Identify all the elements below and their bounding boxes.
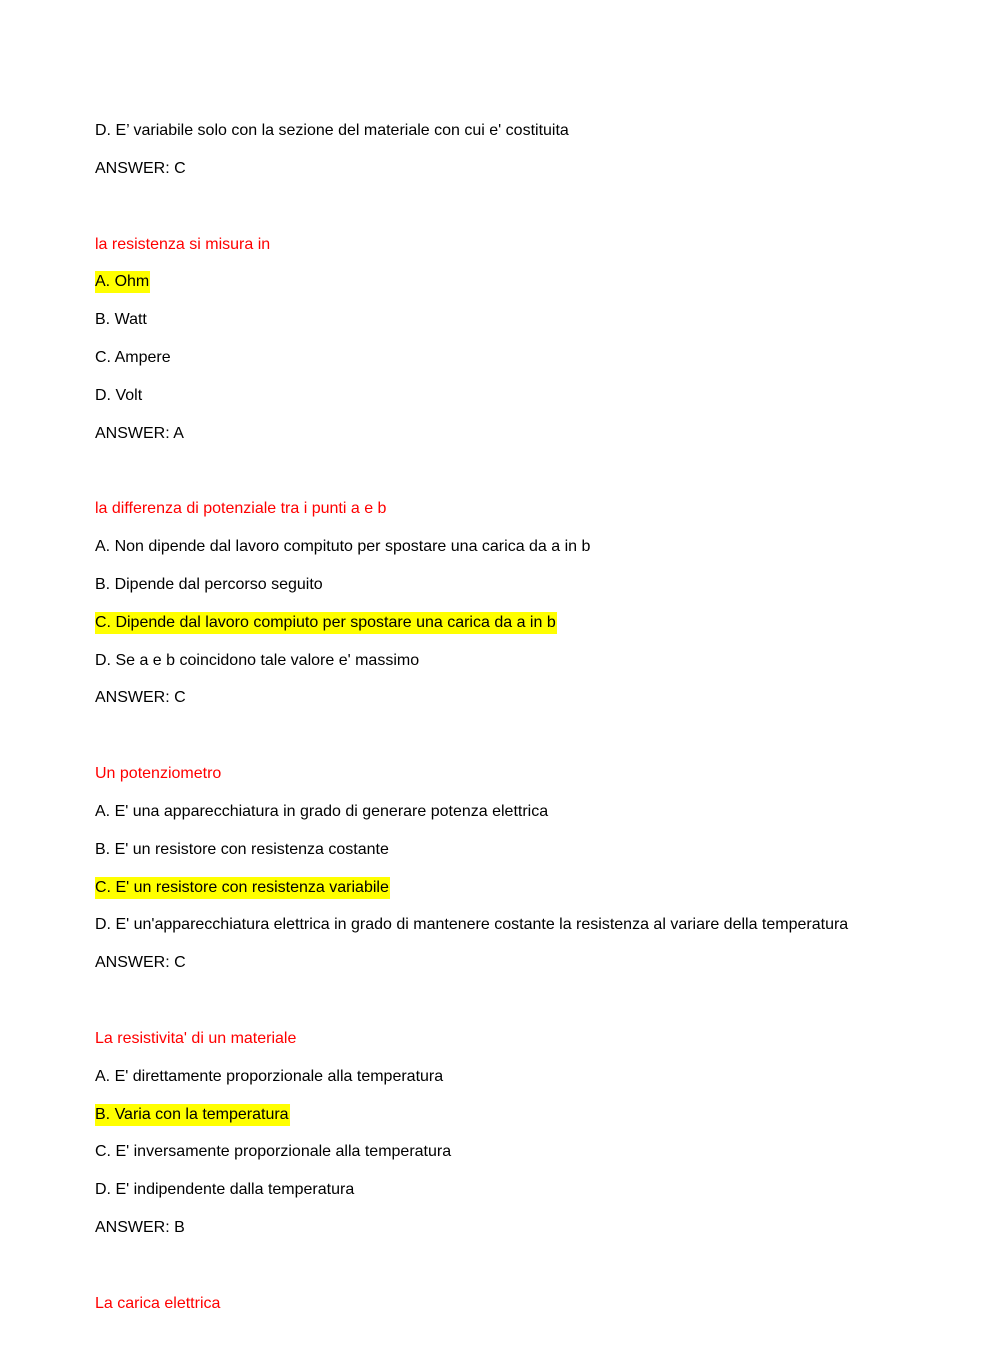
spacer xyxy=(95,989,975,1027)
answer-line xyxy=(95,951,975,975)
question-text: la differenza di potenziale tra i punti a e b xyxy=(95,500,387,518)
question-text: la resistenza si misura in xyxy=(95,235,271,253)
option-text: D. E' indipendente dalla temperatura xyxy=(95,1181,355,1199)
option-text: B. Dipende dal percorso seguito xyxy=(95,575,323,593)
answer-text: ANSWER: C xyxy=(95,689,186,707)
option-a-correct xyxy=(95,270,975,294)
question-title xyxy=(95,1027,975,1051)
answer-line xyxy=(95,422,975,446)
spacer xyxy=(95,1254,975,1292)
option-b xyxy=(95,838,975,862)
question-title xyxy=(95,1292,975,1316)
option-d xyxy=(95,649,975,673)
option-d xyxy=(95,1178,975,1202)
option-d xyxy=(95,384,975,408)
option-d xyxy=(95,913,975,937)
answer-line xyxy=(95,1216,975,1240)
option-text: A. E' una apparecchiatura in grado di generare potenza elettrica xyxy=(95,802,549,820)
question-title xyxy=(95,497,975,521)
option-c-correct xyxy=(95,876,975,900)
answer-line xyxy=(95,157,975,181)
option-text: C. Ampere xyxy=(95,348,171,366)
option-text: A. E' direttamente proporzionale alla temperatura xyxy=(95,1067,444,1085)
spacer xyxy=(95,459,975,497)
option-text: D. Volt xyxy=(95,386,143,404)
option-c xyxy=(95,346,975,370)
option-a xyxy=(95,800,975,824)
option-c-correct xyxy=(95,611,975,635)
option-text: D. Se a e b coincidono tale valore e' massimo xyxy=(95,651,420,669)
option-text: A. Ohm xyxy=(95,271,150,293)
option-text: B. Varia con la temperatura xyxy=(95,1104,290,1126)
answer-text: ANSWER: C xyxy=(95,159,186,177)
option-b xyxy=(95,573,975,597)
option-a xyxy=(95,535,975,559)
option-d xyxy=(95,119,975,143)
question-text: La resistivita' di un materiale xyxy=(95,1029,297,1047)
option-text: A. Non dipende dal lavoro compituto per spostare una carica da a in b xyxy=(95,538,591,556)
option-text: B. Watt xyxy=(95,311,147,329)
option-a xyxy=(95,1065,975,1089)
answer-text: ANSWER: A xyxy=(95,424,184,442)
answer-text: ANSWER: B xyxy=(95,1218,185,1236)
option-c xyxy=(95,1140,975,1164)
answer-text: ANSWER: C xyxy=(95,954,186,972)
spacer xyxy=(95,195,975,233)
option-text: C. Dipende dal lavoro compiuto per spostare una carica da a in b xyxy=(95,612,557,634)
option-text: C. E' un resistore con resistenza variabile xyxy=(95,877,390,899)
answer-line xyxy=(95,686,975,710)
option-text: D. E' un'apparecchiatura elettrica in grado di mantenere costante la resistenza al variare della temperatura xyxy=(95,916,849,934)
option-text: D. E’ variabile solo con la sezione del materiale con cui e' costituita xyxy=(95,122,569,139)
question-title xyxy=(95,762,975,786)
spacer xyxy=(95,724,975,762)
option-text: C. E' inversamente proporzionale alla temperatura xyxy=(95,1143,452,1161)
option-b-correct xyxy=(95,1103,975,1127)
question-title xyxy=(95,233,975,257)
option-b xyxy=(95,308,975,332)
option-text: B. E' un resistore con resistenza costante xyxy=(95,840,389,858)
question-text: La carica elettrica xyxy=(95,1294,221,1312)
document-page xyxy=(95,119,975,1330)
question-text: Un potenziometro xyxy=(95,765,222,783)
